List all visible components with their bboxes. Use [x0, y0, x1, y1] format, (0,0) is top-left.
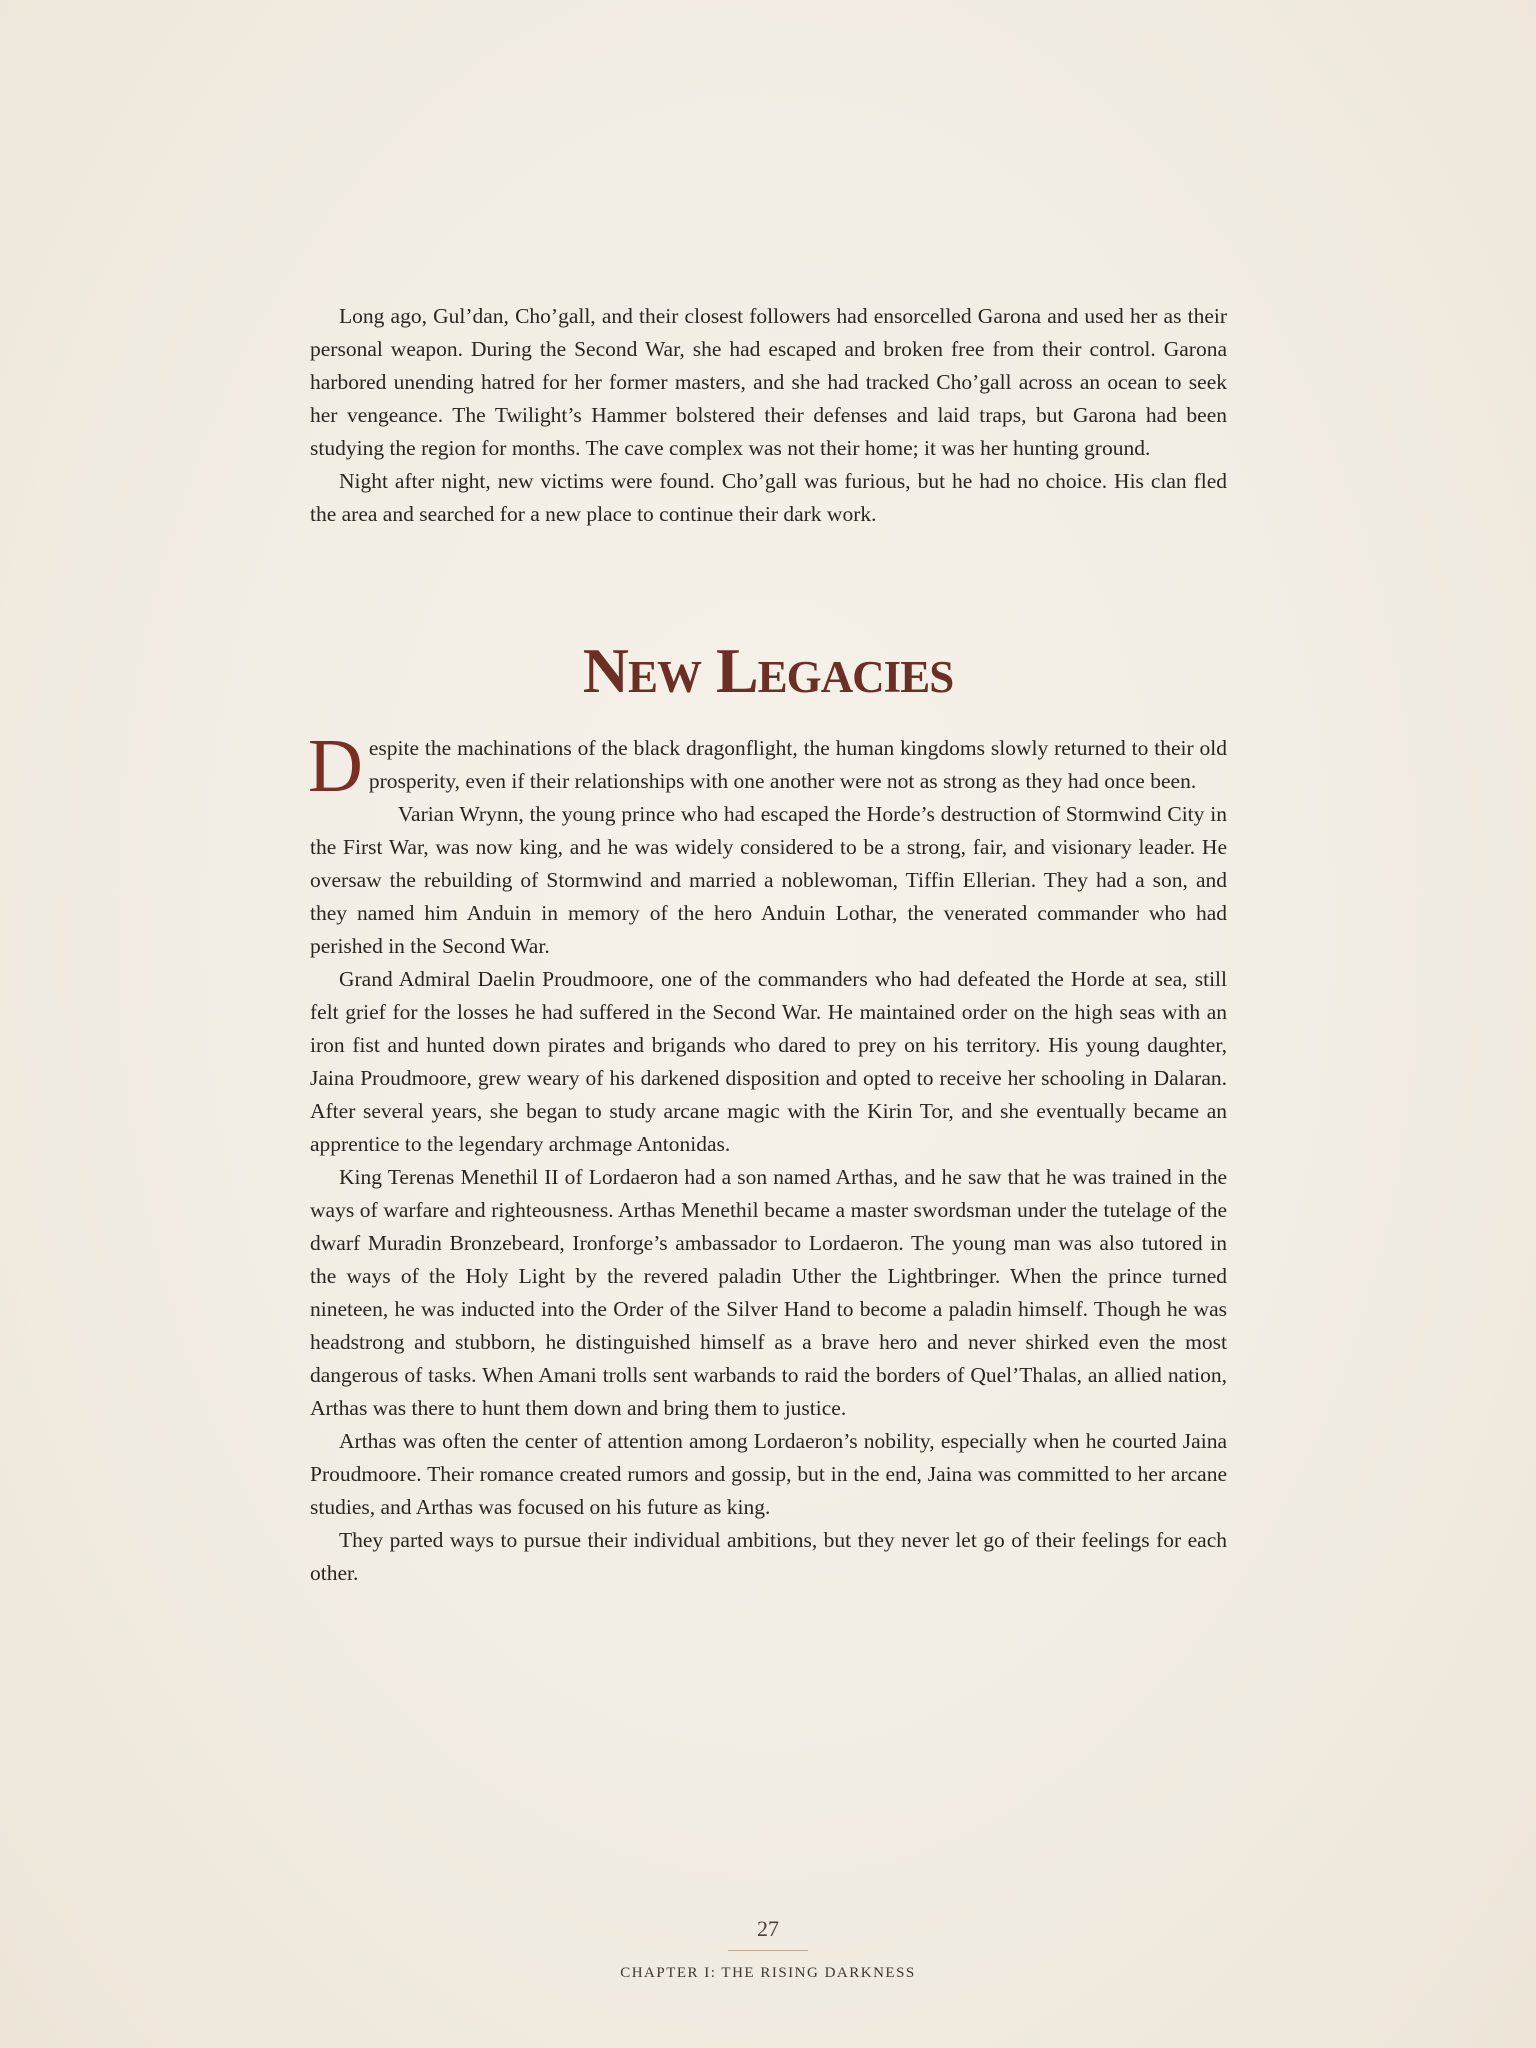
section-heading — [0, 636, 1536, 706]
paragraph: They parted ways to pursue their individual ambitions, but they never let go of their feelings for each other. — [310, 1528, 1227, 1585]
drop-cap: D — [308, 724, 363, 808]
section-body — [308, 724, 1227, 1590]
page-footer — [0, 1916, 1536, 1982]
paragraph: King Terenas Menethil II of Lordaeron had a son named Arthas, and he saw that he was trained in the ways of warfare and righteousness. Arthas Menethil became a master swordsman under the tutelage of the dwarf Muradin Bronzebeard, Ironforge’s ambassador to Lordaeron. The young man was also tutored in the ways of the Holy Light by the revered paladin Uther the Lightbringer. When the prince turned nineteen, he was inducted into the Order of the Silver Hand to become a paladin himself. Though he was headstrong and stubborn, he distinguished himself as a brave hero and never shirked even the most dangerous of tasks. When Amani trolls sent warbands to raid the borders of Quel’Thalas, an allied nation, Arthas was there to hunt them down and bring them to justice. — [310, 1165, 1227, 1420]
paragraph: Grand Admiral Daelin Proudmoore, one of the commanders who had defeated the Horde at sea, still felt grief for the losses he had suffered in the Second War. He maintained order on the high seas with an iron fist and hunted down pirates and brigands who dared to prey on his territory. His young daughter, Jaina Proudmoore, grew weary of his darkened disposition and opted to receive her schooling in Dalaran. After several years, she began to study arcane magic with the Kirin Tor, and she eventually became an apprentice to the legendary archmage Antonidas. — [310, 967, 1227, 1156]
paragraph: Night after night, new victims were found. Cho’gall was furious, but he had no choice. His clan fled the area and searched for a new place to continue their dark work. — [310, 469, 1227, 526]
intro-text — [310, 300, 1227, 531]
footer-divider — [728, 1950, 808, 1951]
paragraph: Varian Wrynn, the young prince who had escaped the Horde’s destruction of Stormwind City in the First War, was now king, and he was widely considered to be a strong, fair, and visionary leader. He oversaw the rebuilding of Stormwind and married a noblewoman, Tiffin Ellerian. They had a son, and they named him Anduin in memory of the hero Anduin Lothar, the venerated commander who had perished in the Second War. — [310, 802, 1227, 958]
paragraph: Long ago, Gul’dan, Cho’gall, and their closest followers had ensorcelled Garona and used her as their personal weapon. During the Second War, she had escaped and broken free from their control. Garona harbored unending hatred for her former masters, and she had tracked Cho’gall across an ocean to seek her vengeance. The Twilight’s Hammer bolstered their defenses and laid traps, but Garona had been studying the region for months. The cave complex was not their home; it was her hunting ground. — [310, 304, 1227, 460]
paragraph: Arthas was often the center of attention among Lordaeron’s nobility, especially when he courted Jaina Proudmoore. Their romance created rumors and gossip, but in the end, Jaina was committed to her arcane studies, and Arthas was focused on his future as king. — [310, 1429, 1227, 1519]
opening-paragraph — [308, 724, 1227, 808]
opening-paragraph-text: espite the machinations of the black dragonflight, the human kingdoms slowly returned to their old prosperity, even if their relationships with one another were not as strong as they had once been. — [368, 736, 1227, 793]
page-number: 27 — [757, 1916, 779, 1941]
section-title: New Legacies — [582, 635, 954, 706]
chapter-label: CHAPTER I: THE RISING DARKNESS — [620, 1965, 916, 1981]
